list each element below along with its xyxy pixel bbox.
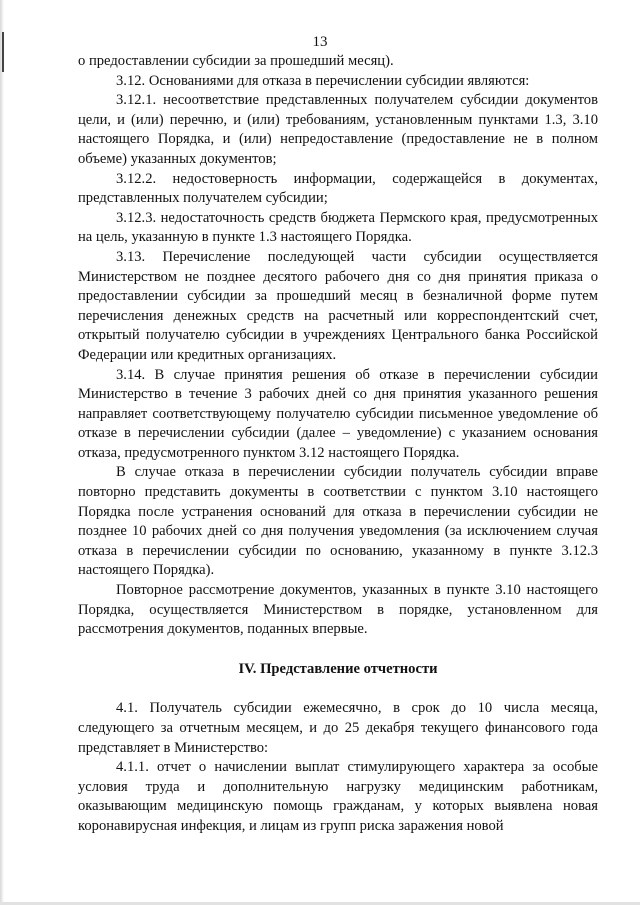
paragraph-3-12-1: 3.12.1. несоответствие представленных получателем субсидии документов цели, и (или) перечню, и (или) требованиям, установленным пунктами 1.3, 3.10 настоящего Порядка, и (или) непредоставление (предоставление не в полном объеме) указанных документов; (78, 92, 598, 167)
paragraph-4-1: 4.1. Получатель субсидии ежемесячно, в срок до 10 числа месяца, следующего за отчетным месяцем, и до 25 декабря текущего финансового года представляет в Министерство: (78, 700, 598, 756)
paragraph-4-1-1: 4.1.1. отчет о начислении выплат стимулирующего характера за особые условия труда и дополнительную нагрузку медицинским работникам, оказывающим медицинскую помощь гражданам, у которых выявлена новая коронавирусная инфекция, и лицам из групп риска заражения новой (78, 759, 598, 834)
scan-edge (0, 0, 4, 905)
paragraph-3-13: 3.13. Перечисление последующей части субсидии осуществляется Министерством не позднее десятого рабочего дня со дня принятия приказа о предоставлении субсидии за прошедший месяц в безналичной форме путем перечисления денежных средств на расчетный или корреспондентский счет, открытый получателю субсидии в учреждениях Центрального банка Российской Федерации или кредитных организациях. (78, 248, 598, 363)
paragraph-3-14: 3.14. В случае принятия решения об отказе в перечислении субсидии Министерство в течение 3 рабочих дней со дня принятия указанного решения направляет соответствующему получателю субсидии письменное уведомление об отказе в перечислении субсидии (далее – уведомление) с указанием основания отказа, предусмотренного пунктом 3.12 настоящего Порядка. (78, 366, 598, 461)
paragraph-3-12-2: 3.12.2. недостоверность информации, содержащейся в документах, представленных получателем субсидии; (78, 170, 598, 207)
paragraph-repeat-review: Повторное рассмотрение документов, указанных в пункте 3.10 настоящего Порядка, осуществляется Министерством в порядке, установленном для рассмотрения документов, поданных впервые. (78, 582, 598, 638)
document-body (78, 52, 598, 837)
page-number: 13 (312, 34, 328, 50)
section-heading: IV. Представление отчетности (238, 660, 438, 677)
paragraph-refusal-resubmission: В случае отказа в перечислении субсидии получатель субсидии вправе повторно представить документы в соответствии с пунктом 3.10 настоящего Порядка после устранения оснований для отказа в перечислении субсидии не позднее 10 рабочих дней со дня получения уведомления (за исключением случая отказа в перечислении субсидии по основанию, указанному в пункте 3.12.3 настоящего Порядка). (78, 464, 598, 579)
paragraph-3-12: 3.12. Основаниями для отказа в перечислении субсидии являются: (116, 72, 530, 89)
paragraph-continuation: о предоставлении субсидии за прошедший месяц). (78, 53, 394, 69)
paragraph-3-12-3: 3.12.3. недостаточность средств бюджета Пермского края, предусмотренных на цель, указанную в пункте 1.3 настоящего Порядка. (78, 209, 598, 246)
